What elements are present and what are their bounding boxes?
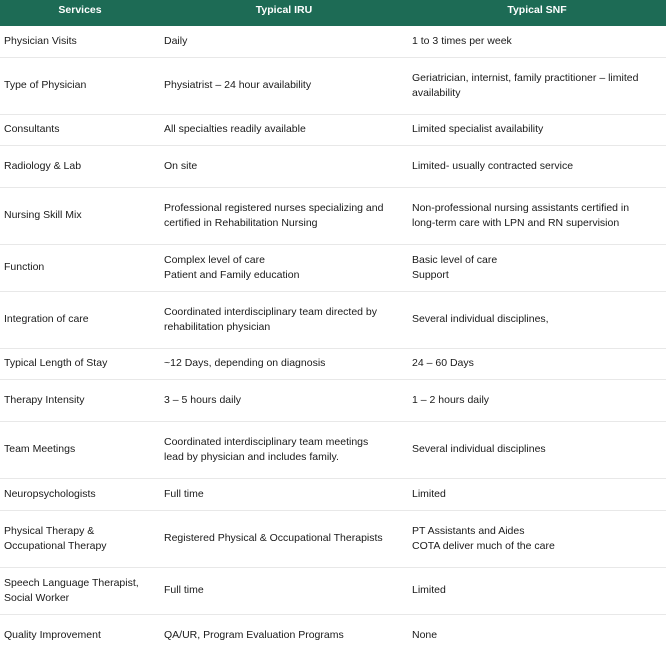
service-cell (0, 478, 160, 510)
table-row (0, 291, 666, 348)
cell-text-line: Full time (164, 584, 204, 596)
cell-text-line: Patient and Family education (164, 268, 300, 281)
iru-cell (160, 57, 408, 114)
table-row (0, 421, 666, 478)
cell-text-line: 1 – 2 hours daily (412, 393, 490, 406)
service-cell (0, 26, 160, 57)
cell-text-line: Typical Length of Stay (4, 357, 108, 369)
cell-text-line: Several individual disciplines, (412, 313, 549, 325)
cell-text-line: Coordinated interdisciplinary team directed by (164, 305, 378, 318)
cell-text-line: Professional registered nurses specializing and (164, 201, 384, 214)
table-header-row (0, 0, 666, 26)
cell-text-line: Quality Improvement (4, 628, 101, 641)
cell-text-line: Several individual disciplines (412, 443, 546, 455)
cell-text-line: lead by physician and includes family. (164, 450, 339, 463)
cell-text-line: certified in Rehabilitation Nursing (164, 216, 318, 229)
snf-cell (408, 145, 666, 187)
table-row (0, 379, 666, 421)
cell-text-line: Radiology & Lab (4, 159, 82, 172)
service-cell (0, 421, 160, 478)
cell-text-line: Complex level of care (164, 253, 265, 266)
cell-text-line: Integration of care (4, 313, 89, 325)
cell-text-line: Registered Physical & Occupational Therapists (164, 532, 383, 544)
snf-cell (408, 244, 666, 291)
cell-text-line: Daily (164, 34, 188, 47)
table-row (0, 348, 666, 379)
cell-text-line: Therapy Intensity (4, 393, 85, 406)
snf-cell (408, 567, 666, 614)
cell-text-line: Type of Physician (4, 79, 87, 91)
cell-text-line: Physiatrist – 24 hour availability (164, 79, 312, 91)
snf-cell (408, 348, 666, 379)
iru-cell (160, 510, 408, 567)
table-row (0, 114, 666, 145)
table-row (0, 567, 666, 614)
table-row (0, 614, 666, 656)
cell-text-line: Support (412, 268, 449, 281)
cell-text-line: availability (412, 86, 461, 99)
header-services: Services (0, 0, 160, 26)
iru-cell (160, 614, 408, 656)
table-row (0, 26, 666, 57)
cell-text-line: Coordinated interdisciplinary team meetings (164, 435, 369, 448)
cell-text-line: On site (164, 159, 198, 172)
cell-text-line: Geriatrician, internist, family practitioner – limited (412, 71, 639, 84)
cell-text-line: Limited (412, 487, 446, 500)
table-body (0, 26, 666, 656)
iru-cell (160, 348, 408, 379)
cell-text-line: Full time (164, 487, 204, 500)
snf-cell (408, 421, 666, 478)
cell-text-line: rehabilitation physician (164, 320, 271, 333)
cell-text-line: Basic level of care (412, 253, 498, 266)
header-typical-iru: Typical IRU (160, 0, 408, 26)
table-row (0, 478, 666, 510)
service-cell (0, 187, 160, 244)
cell-text-line: Limited (412, 584, 446, 596)
service-cell (0, 348, 160, 379)
cell-text-line: Physical Therapy & (4, 524, 95, 537)
cell-text-line: Occupational Therapy (4, 539, 107, 552)
cell-text-line: PT Assistants and Aides (412, 524, 525, 537)
cell-text-line: Neuropsychologists (4, 487, 96, 500)
snf-cell (408, 57, 666, 114)
snf-cell (408, 114, 666, 145)
cell-text-line: Physician Visits (4, 34, 77, 47)
cell-text-line: 24 – 60 Days (412, 357, 474, 369)
iru-cell (160, 291, 408, 348)
table-row (0, 187, 666, 244)
iru-cell (160, 421, 408, 478)
service-cell (0, 510, 160, 567)
table-row (0, 244, 666, 291)
cell-text-line: Speech Language Therapist, (4, 576, 139, 589)
cell-text-line: Team Meetings (4, 443, 76, 455)
cell-text-line: Function (4, 261, 45, 273)
table-row (0, 145, 666, 187)
snf-cell (408, 478, 666, 510)
cell-text-line: long-term care with LPN and RN supervision (412, 216, 620, 229)
iru-cell (160, 114, 408, 145)
snf-cell (408, 510, 666, 567)
cell-text-line: 3 – 5 hours daily (164, 393, 242, 406)
snf-cell (408, 291, 666, 348)
cell-text-line: 1 to 3 times per week (412, 34, 512, 47)
service-cell (0, 145, 160, 187)
cell-text-line: None (412, 628, 438, 641)
table-row (0, 57, 666, 114)
iru-cell (160, 26, 408, 57)
snf-cell (408, 379, 666, 421)
iru-cell (160, 244, 408, 291)
table-row (0, 510, 666, 567)
service-cell (0, 567, 160, 614)
service-cell (0, 614, 160, 656)
iru-cell (160, 145, 408, 187)
service-cell (0, 291, 160, 348)
cell-text-line: COTA deliver much of the care (412, 539, 555, 552)
cell-text-line: Nursing Skill Mix (4, 209, 82, 221)
iru-cell (160, 187, 408, 244)
cell-text-line: Non-professional nursing assistants certified in (412, 201, 630, 214)
snf-cell (408, 187, 666, 244)
iru-cell (160, 567, 408, 614)
service-cell (0, 244, 160, 291)
iru-cell (160, 379, 408, 421)
cell-text-line: ~12 Days, depending on diagnosis (164, 357, 326, 369)
cell-text-line: All specialties readily available (164, 123, 306, 135)
cell-text-line: Consultants (4, 123, 60, 135)
header-typical-snf: Typical SNF (408, 0, 666, 26)
service-cell (0, 114, 160, 145)
cell-text-line: Limited- usually contracted service (412, 159, 574, 172)
iru-cell (160, 478, 408, 510)
cell-text-line: Limited specialist availability (412, 123, 544, 135)
cell-text-line: Social Worker (4, 591, 70, 604)
snf-cell (408, 26, 666, 57)
snf-cell (408, 614, 666, 656)
cell-text-line: QA/UR, Program Evaluation Programs (164, 628, 344, 641)
service-cell (0, 379, 160, 421)
service-cell (0, 57, 160, 114)
